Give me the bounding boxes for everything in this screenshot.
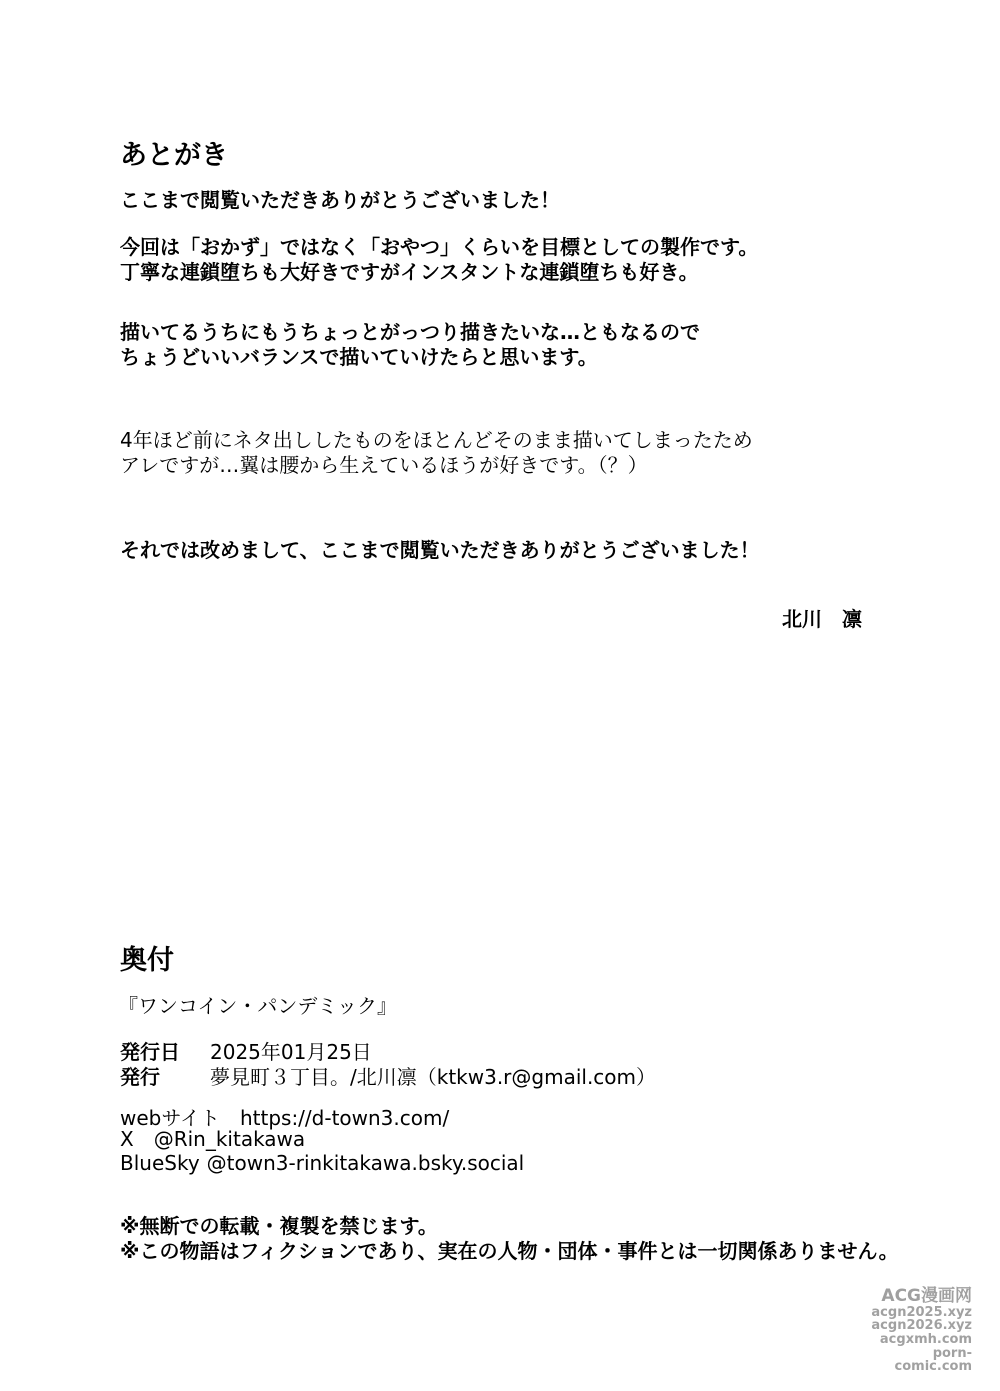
- issue-date-label: 発行日: [120, 1040, 180, 1064]
- work-title: 『ワンコイン・パンデミック』: [118, 994, 397, 1018]
- afterword-line: 丁寧な連鎖堕ちも大好きですがインスタントな連鎖堕ちも好き。: [120, 260, 699, 284]
- watermark-domain: acgn2026.xyz: [871, 1318, 972, 1334]
- x-handle[interactable]: @Rin_kitakawa: [153, 1127, 306, 1151]
- colophon-heading: 奥付: [120, 945, 174, 976]
- notice-line: ※無断での転載・複製を禁じます。: [120, 1214, 438, 1238]
- author-signature: 北川 凛: [782, 607, 862, 631]
- x-label: X: [120, 1127, 134, 1151]
- publisher-label: 発行: [120, 1065, 160, 1089]
- issue-date-value: 2025年01月25日: [210, 1040, 372, 1064]
- publisher-value: 夢見町３丁目。/北川凛（ktkw3.r@gmail.com）: [210, 1065, 657, 1089]
- watermark-domain: acgn2025.xyz: [871, 1304, 972, 1320]
- afterword-line: ここまで閲覧いただきありがとうございました！: [120, 188, 560, 212]
- watermark-title: ACG漫画网: [881, 1286, 972, 1306]
- bluesky-handle[interactable]: @town3-rinkitakawa.bsky.social: [206, 1151, 525, 1175]
- afterword-line: それでは改めまして、ここまで閲覧いただきありがとうございました！: [120, 538, 760, 562]
- afterword-line: 描いてるうちにもうちょっとがっつり描きたいな…ともなるので: [120, 320, 700, 344]
- bluesky-label: BlueSky: [120, 1151, 200, 1175]
- publisher-row: [120, 1061, 656, 1090]
- watermark: [862, 1288, 972, 1374]
- afterword-line: アレですが…翼は腰から生えているほうが好きです。（？）: [120, 453, 648, 477]
- watermark-domain: acgxmh.com: [879, 1332, 972, 1348]
- afterword-heading: あとがき: [120, 140, 228, 171]
- afterword-line: 4年ほど前にネタ出ししたものをほとんどそのまま描いてしまったため: [120, 428, 753, 452]
- website-label: webサイト: [120, 1106, 220, 1130]
- website-link[interactable]: https://d-town3.com/: [239, 1106, 450, 1130]
- bluesky-row: [120, 1151, 524, 1175]
- afterword-line: 今回は「おかず」ではなく「おやつ」くらいを目標としての製作です。: [120, 235, 759, 259]
- notice-line: ※この物語はフィクションであり、実在の人物・団体・事件とは一切関係ありません。: [120, 1239, 899, 1263]
- x-row: [120, 1127, 305, 1151]
- afterword-line: ちょうどいいバランスで描いていけたらと思います。: [120, 345, 598, 369]
- watermark-domain: porn-comic.com: [894, 1345, 972, 1375]
